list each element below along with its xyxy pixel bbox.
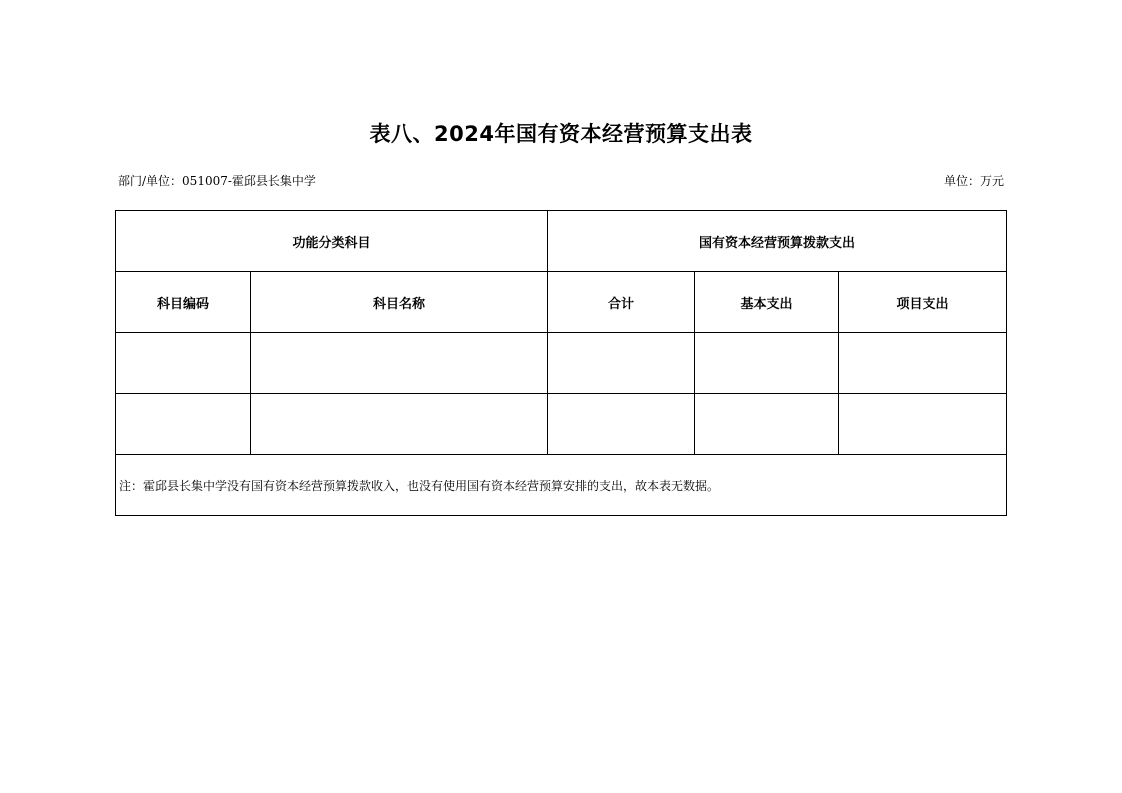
table-row — [116, 394, 1007, 455]
header-project-expenditure: 项目支出 — [839, 272, 1007, 333]
cell-code — [116, 394, 251, 455]
cell-project — [839, 394, 1007, 455]
header-total: 合计 — [548, 272, 695, 333]
header-subject-name: 科目名称 — [251, 272, 548, 333]
column-header-row — [116, 272, 1007, 333]
cell-total — [548, 333, 695, 394]
cell-name — [251, 394, 548, 455]
table-row — [116, 333, 1007, 394]
cell-total — [548, 394, 695, 455]
budget-table — [115, 210, 1007, 516]
group-header-row — [116, 211, 1007, 272]
cell-name — [251, 333, 548, 394]
cell-code — [116, 333, 251, 394]
department-label: 部门/单位：051007-霍邱县长集中学 — [118, 174, 316, 188]
cell-basic — [695, 333, 839, 394]
page-title: 表八、2024年国有资本经营预算支出表 — [369, 122, 753, 146]
header-expenditure: 国有资本经营预算拨款支出 — [548, 211, 1007, 272]
note-row — [116, 455, 1007, 516]
cell-project — [839, 333, 1007, 394]
header-subject-code: 科目编码 — [116, 272, 251, 333]
cell-basic — [695, 394, 839, 455]
table-note: 注：霍邱县长集中学没有国有资本经营预算拨款收入，也没有使用国有资本经营预算安排的支出，故本表无数据。 — [116, 455, 1007, 516]
header-functional-classification: 功能分类科目 — [116, 211, 548, 272]
header-basic-expenditure: 基本支出 — [695, 272, 839, 333]
unit-label: 单位：万元 — [943, 174, 1004, 188]
